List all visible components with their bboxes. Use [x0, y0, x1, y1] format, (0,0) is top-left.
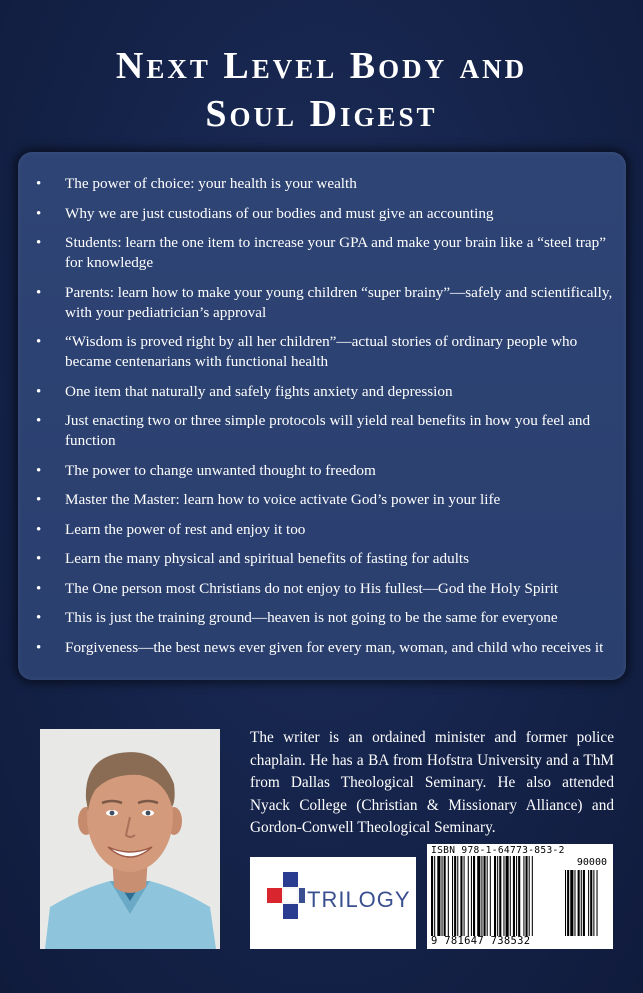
- barcode-bar: [471, 856, 472, 936]
- highlight-item: [32, 233, 617, 273]
- book-title: [0, 42, 643, 138]
- highlight-text: The power to change unwanted thought to freedom: [65, 461, 376, 479]
- barcode-bar: [518, 856, 520, 936]
- barcode-bar: [444, 856, 446, 936]
- publisher-logo: [250, 857, 416, 949]
- bullet-dot: •: [36, 413, 42, 429]
- highlight-text: The One person most Christians do not enjoy to His fullest—God the Holy Spirit: [65, 579, 559, 597]
- barcode-bar: [597, 870, 598, 936]
- highlight-text: “Wisdom is proved right by all her children”—actual stories of ordinary people who became centenarians with functional health: [65, 333, 578, 370]
- highlight-item: [32, 332, 617, 372]
- book-title-line-2: Soul Digest: [205, 93, 438, 135]
- highlight-text: Parents: learn how to make your young children “super brainy”—safely and scientifically, with your pediatrician’s approval: [65, 283, 613, 321]
- highlight-item: [32, 638, 617, 658]
- bullet-dot: •: [36, 383, 42, 400]
- barcode-bar: [494, 856, 496, 936]
- barcode-bar: [565, 870, 566, 936]
- highlight-item: [32, 204, 617, 224]
- barcode-bar: [499, 856, 501, 936]
- highlight-text: One item that naturally and safely fights anxiety and depression: [65, 382, 453, 400]
- barcode-bar: [593, 870, 594, 936]
- highlight-item: [32, 579, 617, 599]
- barcode-bar: [570, 870, 573, 936]
- barcode-bar: [454, 856, 456, 936]
- highlight-text: Forgiveness—the best news ever given for every man, woman, and child who receives it: [65, 638, 604, 656]
- bullet-dot: •: [36, 176, 42, 192]
- barcode-bar: [464, 856, 465, 936]
- bullet-dot: •: [36, 580, 42, 597]
- barcode-bar: [529, 856, 530, 936]
- barcode-bar: [457, 856, 458, 936]
- bullet-dot: •: [36, 235, 42, 251]
- barcode-bar: [487, 856, 488, 936]
- barcode-bar: [581, 870, 582, 936]
- barcode-bar: [503, 856, 504, 936]
- barcode-bar: [468, 856, 469, 936]
- highlight-item: [32, 608, 617, 628]
- publisher-name: TRILOGY: [307, 887, 411, 912]
- barcode-bar: [588, 870, 589, 936]
- bullet-dot: •: [36, 205, 42, 222]
- barcode-bar: [490, 856, 491, 936]
- barcode-bar: [583, 870, 585, 936]
- barcode-bar: [590, 870, 592, 936]
- bullet-dot: •: [36, 610, 42, 626]
- author-bio: The writer is an ordained minister and former police chaplain. He has a BA from Hofstra University and a ThM from Dallas Theological Seminary. He also attended Nyack College (Christian & Missionary Alliance) and Gordon-Conwell Theological Seminary.: [250, 729, 614, 836]
- barcode-bars: [427, 844, 613, 949]
- isbn-barcode: [427, 844, 613, 949]
- barcode-digits: 9 781647 738532: [431, 935, 531, 947]
- highlight-text: Learn the power of rest and enjoy it too: [65, 520, 306, 538]
- highlight-item: [32, 520, 617, 540]
- bullet-dot: •: [36, 284, 42, 301]
- bullet-dot: •: [36, 492, 42, 508]
- highlight-text: Why we are just custodians of our bodies and must give an accounting: [65, 204, 494, 222]
- bullet-dot: •: [36, 334, 42, 350]
- barcode-bar: [523, 856, 524, 936]
- barcode-bar: [484, 856, 486, 936]
- author-photo: [40, 729, 220, 949]
- barcode-bar: [526, 856, 528, 936]
- barcode-bar: [452, 856, 453, 936]
- book-title-line-1: Next Level Body and: [115, 45, 528, 87]
- barcode-bar: [574, 870, 575, 936]
- barcode-bar: [473, 856, 475, 936]
- barcode-bar: [431, 856, 433, 936]
- highlights-panel: [18, 152, 626, 680]
- barcode-bar: [506, 856, 509, 936]
- barcode-bar: [460, 856, 462, 936]
- isbn-label: ISBN 978-1-64773-853-2: [431, 845, 565, 856]
- barcode-bar: [434, 856, 435, 936]
- highlight-item: [32, 461, 617, 481]
- highlight-text: Master the Master: learn how to voice activate God’s power in your life: [65, 491, 501, 508]
- barcode-bar: [513, 856, 515, 936]
- highlight-text: Students: learn the one item to increase your GPA and make your brain like a “steel trap” for knowledge: [65, 234, 606, 271]
- barcode-bar: [497, 856, 498, 936]
- highlight-item: [32, 490, 617, 510]
- highlight-text: Just enacting two or three simple protocols will yield real benefits in how you feel and function: [65, 412, 591, 449]
- barcode-bar: [578, 870, 580, 936]
- barcode-bar: [442, 856, 443, 936]
- author-portrait-image: [40, 729, 220, 949]
- barcode-bar: [510, 856, 511, 936]
- barcode-bar: [437, 856, 440, 936]
- highlight-item: [32, 283, 617, 323]
- highlight-text: This is just the training ground—heaven is not going to be the same for everyone: [65, 609, 558, 626]
- barcode-bar: [481, 856, 482, 936]
- barcode-bar: [532, 856, 533, 936]
- highlight-item: [32, 174, 617, 194]
- barcode-bar: [567, 870, 569, 936]
- bullet-dot: •: [36, 551, 42, 567]
- highlight-text: The power of choice: your health is your wealth: [65, 175, 357, 192]
- bullet-dot: •: [36, 521, 42, 538]
- barcode-bar: [516, 856, 517, 936]
- highlight-item: [32, 382, 617, 402]
- barcode-bar: [477, 856, 480, 936]
- price-code: 90000: [576, 857, 607, 868]
- bullet-dot: •: [36, 639, 42, 656]
- barcode-bar: [448, 856, 449, 936]
- highlight-text: Learn the many physical and spiritual benefits of fasting for adults: [65, 550, 470, 567]
- highlight-item: [32, 549, 617, 569]
- bullet-dot: •: [36, 462, 42, 479]
- highlights-list: [32, 174, 617, 667]
- highlight-item: [32, 411, 617, 451]
